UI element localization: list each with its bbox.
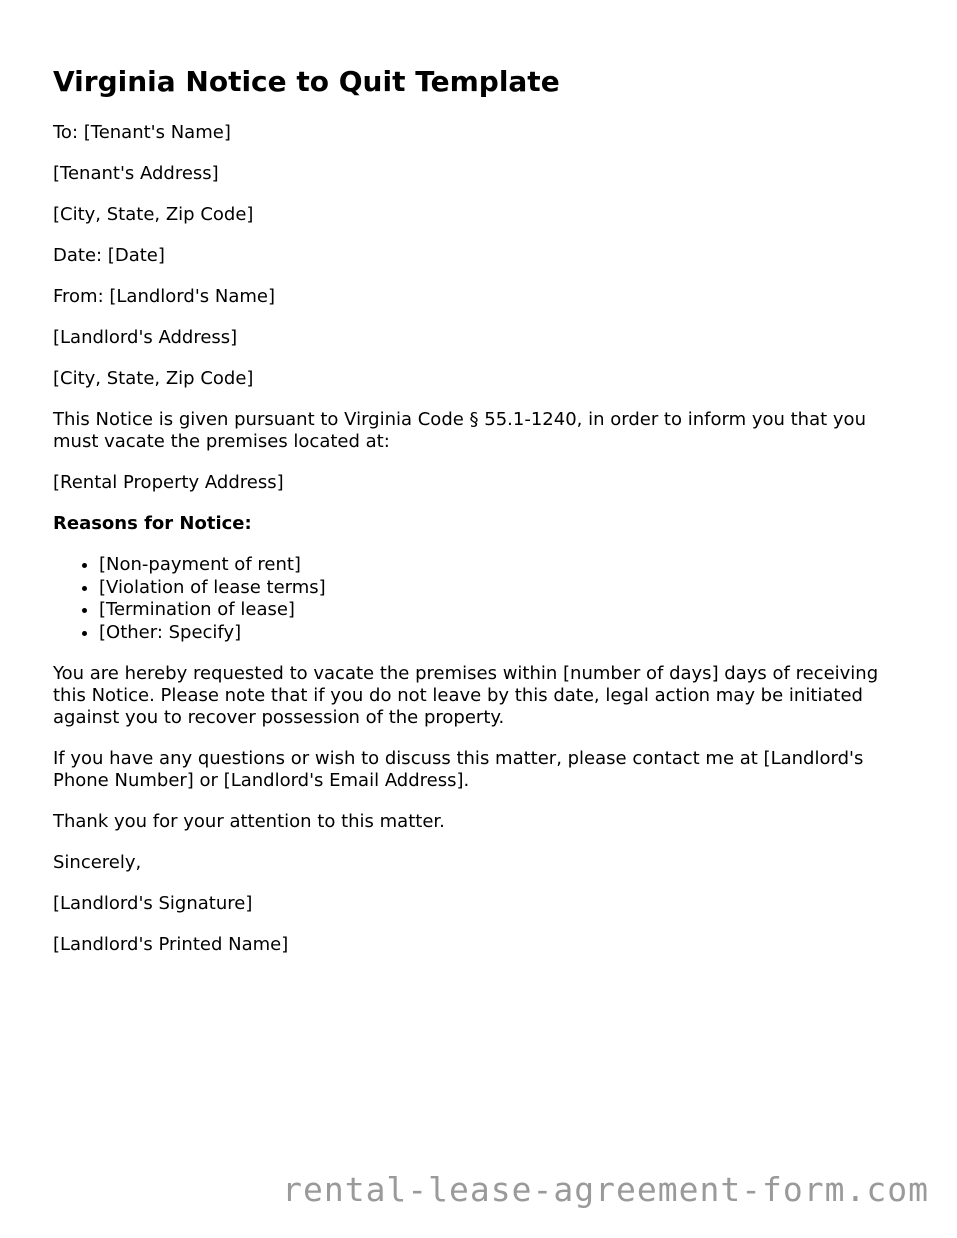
list-item: • [Termination of lease]	[99, 599, 913, 622]
closing-line: Sincerely,	[53, 852, 142, 873]
list-item: • [Non-payment of rent]	[99, 554, 913, 577]
notice-paragraph: This Notice is given pursuant to Virginia Code § 55.1-1240, in order to inform you that you must vacate the premises located at:	[53, 409, 866, 452]
printed-name-line: [Landlord's Printed Name]	[53, 934, 289, 955]
vacate-paragraph: You are hereby requested to vacate the premises within [number of days] days of receiving this Notice. Please note that if you do not leave by this date, legal action may be initiated against you to recover possession of the property.	[53, 663, 879, 728]
to-line: To: [Tenant's Name]	[53, 122, 231, 143]
reasons-list	[53, 554, 913, 644]
contact-paragraph: If you have any questions or wish to discuss this matter, please contact me at [Landlord's Phone Number] or [Landlord's Email Address].	[53, 748, 864, 791]
list-item: • [Other: Specify]	[99, 622, 913, 645]
property-address: [Rental Property Address]	[53, 472, 284, 493]
signature-line: [Landlord's Signature]	[53, 893, 253, 914]
document-page	[53, 62, 913, 975]
tenant-address: [Tenant's Address]	[53, 163, 219, 184]
reasons-heading: Reasons for Notice:	[53, 513, 252, 534]
list-item: • [Violation of lease terms]	[99, 577, 913, 600]
from-line: From: [Landlord's Name]	[53, 286, 275, 307]
landlord-address: [Landlord's Address]	[53, 327, 238, 348]
thanks-line: Thank you for your attention to this matter.	[53, 811, 445, 832]
landlord-city-state-zip: [City, State, Zip Code]	[53, 368, 254, 389]
page-title: Virginia Notice to Quit Template	[53, 65, 560, 98]
tenant-city-state-zip: [City, State, Zip Code]	[53, 204, 254, 225]
date-line: Date: [Date]	[53, 245, 165, 266]
watermark: rental-lease-agreement-form.com	[282, 1170, 929, 1209]
